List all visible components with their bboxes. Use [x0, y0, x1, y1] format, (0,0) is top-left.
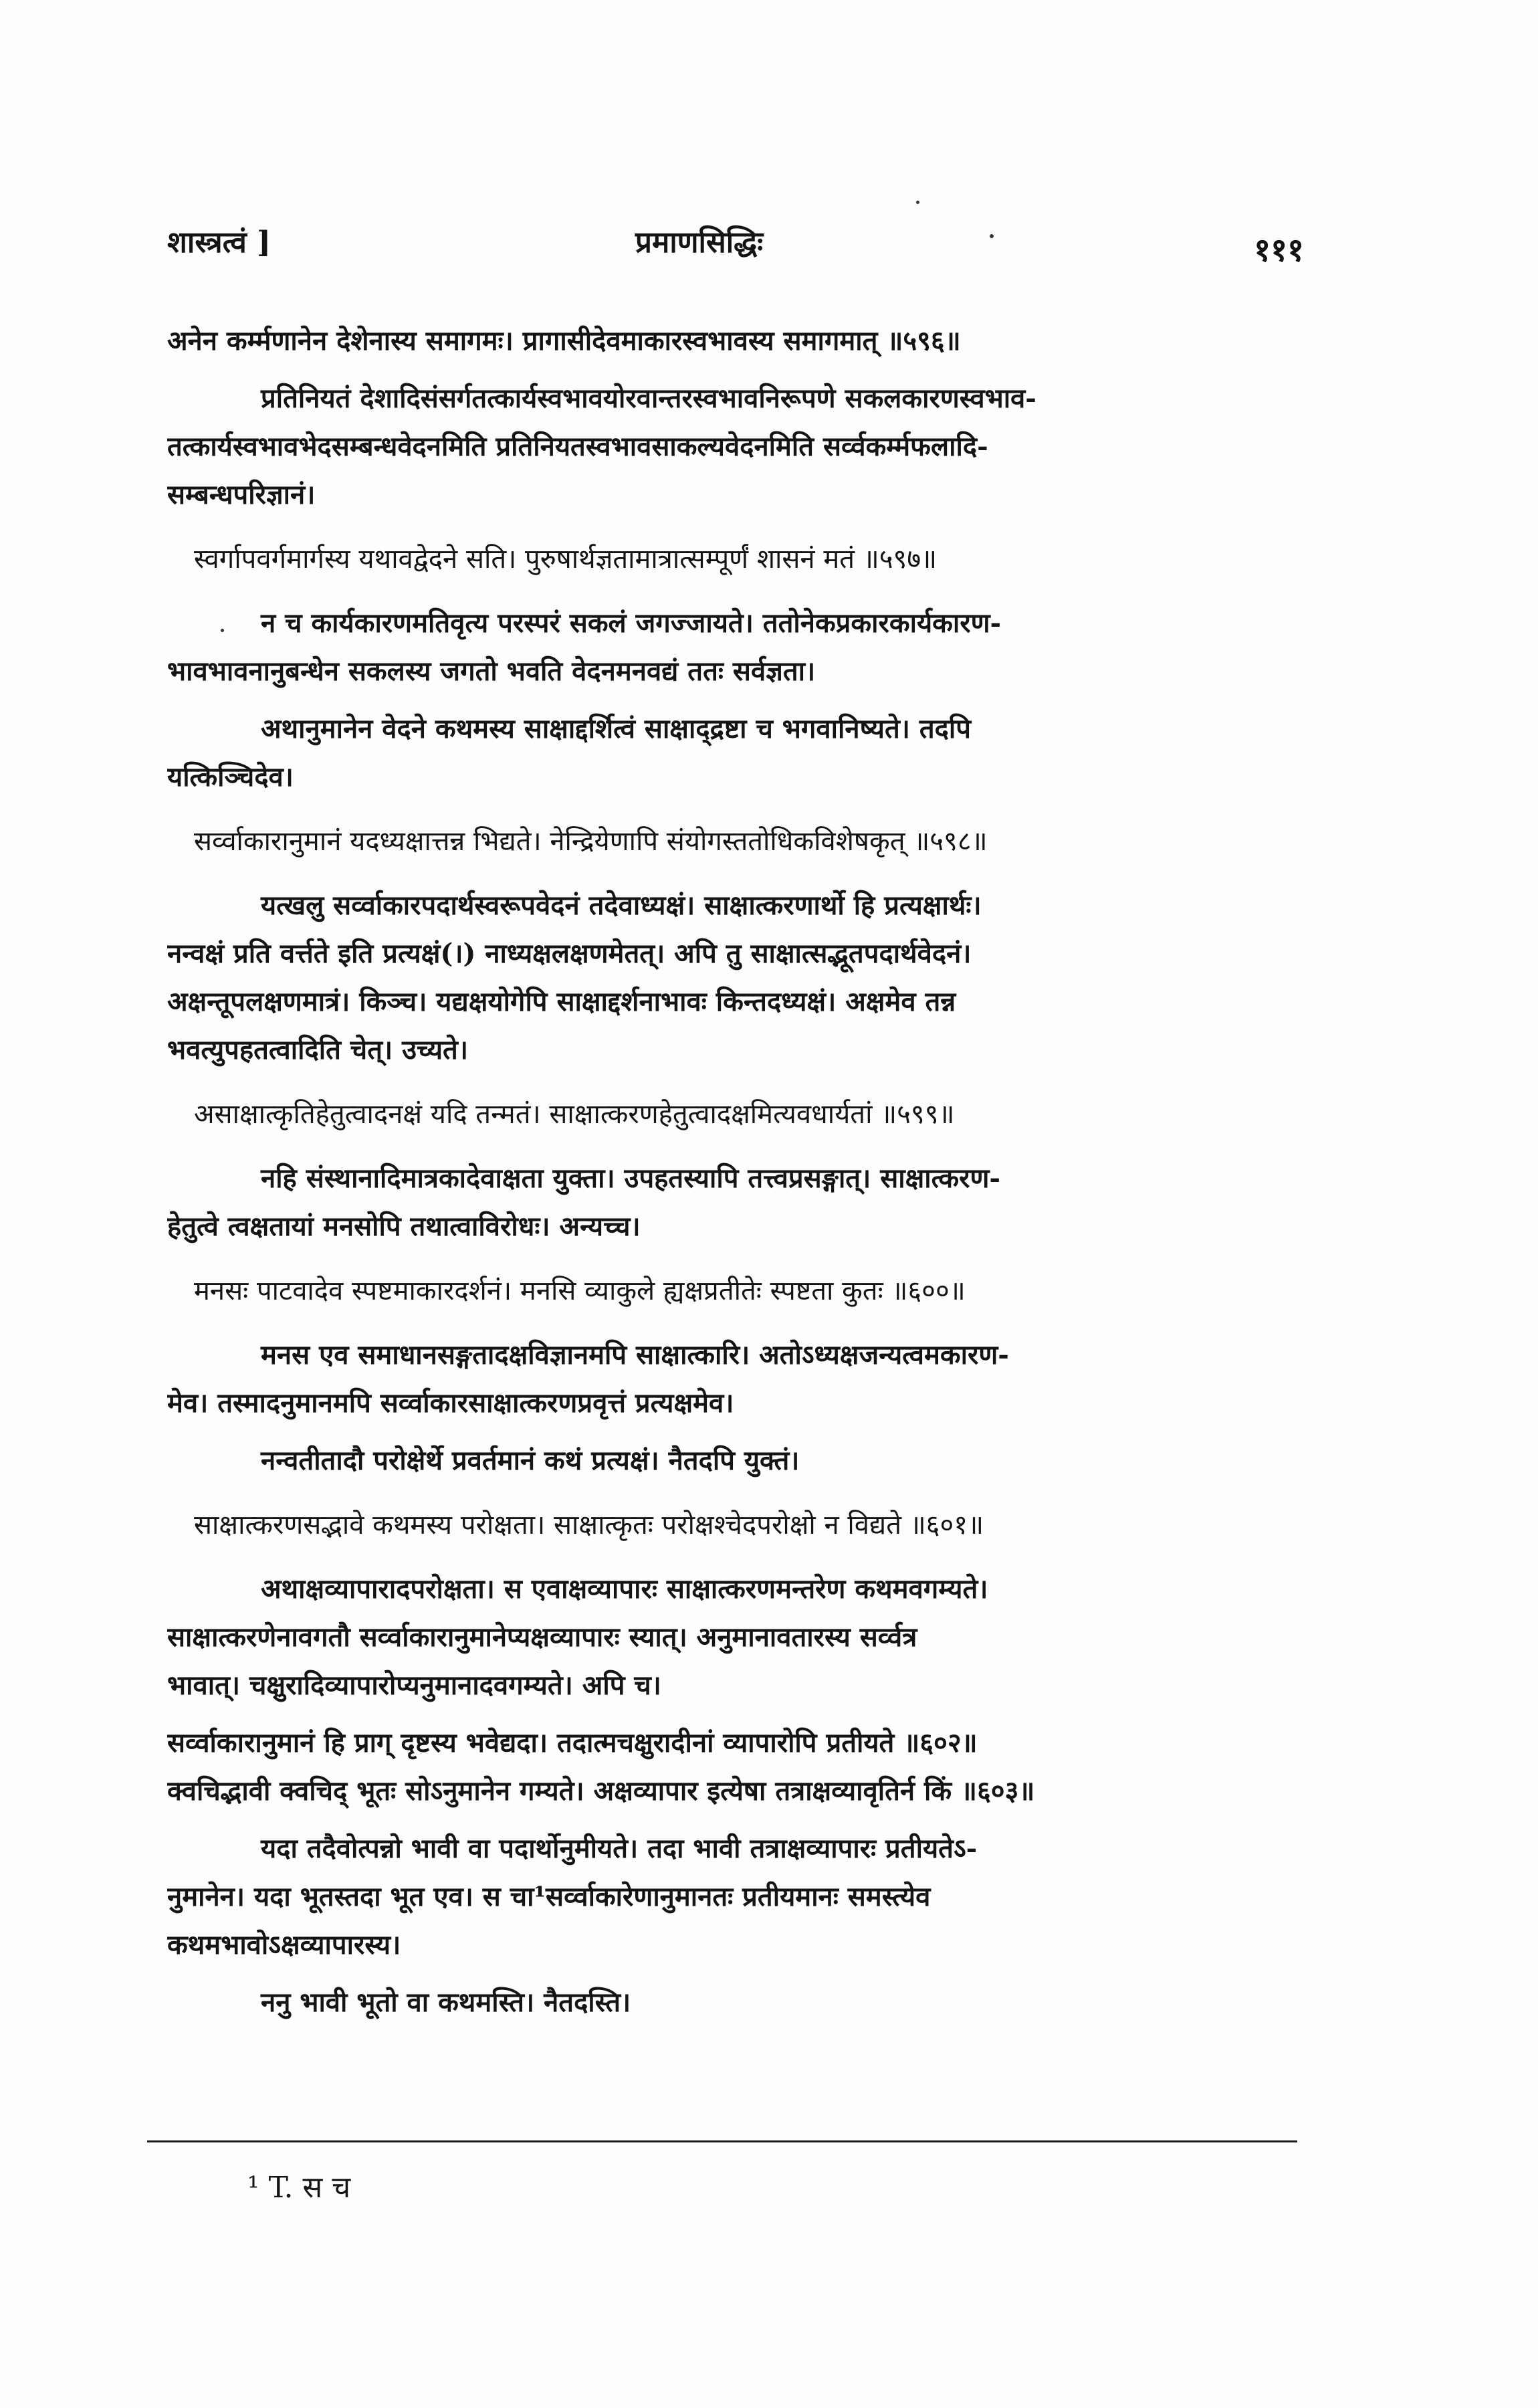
- text-line: न च कार्यकारणमतिवृत्य परस्परं सकलं जगज्जायते। ततोनेकप्रकारकार्यकारण-: [261, 607, 1002, 639]
- verse-block: [167, 817, 1304, 866]
- text-line: अनेन कर्म्मणानेन देशेनास्य समागमः। प्रागासीदेवमाकारस्वभावस्य समागमात् ॥५९६॥: [167, 325, 961, 357]
- text-line: प्रतिनियतं देशादिसंसर्गतत्कार्यस्वभावयोरवान्तरस्वभावनिरूपणे सकलकारणस्वभाव-: [261, 383, 1036, 414]
- page-number: १११: [1254, 231, 1304, 269]
- paragraph: [167, 1155, 1304, 1251]
- text-line: अथाक्षव्यापारादपरोक्षता। स एवाक्षव्यापारः साक्षात्करणमन्तरेण कथमवगम्यते।: [261, 1573, 988, 1605]
- header-book-title: प्रमाणसिद्धिः: [635, 225, 764, 260]
- verse-block: [167, 1501, 1304, 1549]
- text-line: नन्वतीतादौ परोक्षेर्थे प्रवर्तमानं कथं प्रत्यक्षं। नैतदपि युक्तं।: [261, 1445, 800, 1476]
- footnote-rule: [147, 2140, 1297, 2142]
- verse-line: साक्षात्करणसद्भावे कथमस्य परोक्षता। साक्षात्कृतः परोक्षश्चेदपरोक्षो न विद्यते ॥६०१॥: [194, 1510, 984, 1540]
- scan-speck: [990, 234, 994, 238]
- paragraph: [167, 599, 1304, 696]
- header-section-title: शास्त्रत्वं ]: [167, 225, 271, 260]
- paragraph: [167, 1979, 1304, 2027]
- verse-line: स्वर्गापवर्गमार्गस्य यथावद्वेदने सति। पुरुषार्थज्ञतामात्रात्सम्पूर्णं शासनं मतं ॥५९७॥: [194, 544, 938, 575]
- paragraph: [167, 1331, 1304, 1427]
- verse-block: [167, 1267, 1304, 1315]
- text-line: अथानुमानेन वेदने कथमस्य साक्षाद्दर्शित्वं साक्षाद्द्रष्टा च भगवानिष्यते। तदपि: [261, 713, 971, 744]
- text-line: ननु भावी भूतो वा कथमस्ति। नैतदस्ति।: [261, 1987, 631, 2018]
- text-line: भावभावनानुबन्धेन सकलस्य जगतो भवति वेदनमनवद्यं ततः सर्वज्ञता।: [167, 656, 816, 687]
- text-line: यत्किञ्चिदेव।: [167, 761, 294, 793]
- paragraph: [167, 1565, 1304, 1710]
- paragraph: [167, 1825, 1304, 1969]
- footnote: ¹ T. स च: [247, 2171, 351, 2205]
- text-line: मनस एव समाधानसङ्गतादक्षविज्ञानमपि साक्षात्कारि। अतोऽध्यक्षजन्यत्वमकारण-: [261, 1339, 1009, 1371]
- text-line: यदा तदैवोत्पन्नो भावी वा पदार्थोनुमीयते। तदा भावी तत्राक्षव्यापारः प्रतीयतेऽ-: [261, 1833, 978, 1864]
- paragraph: [167, 317, 1304, 365]
- text-line: नन्वक्षं प्रति वर्त्तते इति प्रत्यक्षं(।) नाध्यक्षलक्षणमेतत्। अपि तु साक्षात्सद्भूतपदार्थवेदनं।: [167, 938, 972, 969]
- text-line: सर्व्वाकारानुमानं हि प्राग् दृष्टस्य भवेद्यदा। तदात्मचक्षुरादीनां व्यापारोपि प्रतीयते ॥६०२॥: [167, 1727, 978, 1759]
- text-line: नहि संस्थानादिमात्रकादेवाक्षता युक्ता। उपहतस्यापि तत्त्वप्रसङ्गात्। साक्षात्करण-: [261, 1163, 1001, 1194]
- paragraph: [167, 882, 1304, 1074]
- running-header: [167, 221, 1304, 281]
- paragraph: [167, 375, 1304, 519]
- scan-speck: [221, 629, 224, 632]
- verse-line: मनसः पाटवादेव स्पष्टमाकारदर्शनं। मनसि व्याकुले ह्यक्षप्रतीतेः स्पष्टता कुतः ॥६००॥: [194, 1276, 966, 1306]
- text-line: तत्कार्यस्वभावभेदसम्बन्धवेदनमिति प्रतिनियतस्वभावसाकल्यवेदनमिति सर्व्वकर्म्मफलादि-: [167, 431, 988, 462]
- text-line: यत्खलु सर्व्वाकारपदार्थस्वरूपवेदनं तदेवाध्यक्षं। साक्षात्करणार्थो हि प्रत्यक्षार्थः।: [261, 890, 982, 921]
- verse-line: सर्व्वाकारानुमानं यदध्यक्षात्तन्न भिद्यते। नेन्द्रियेणापि संयोगस्ततोधिकविशेषकृत् ॥५९८॥: [194, 826, 988, 857]
- text-line: साक्षात्करणेनावगतौ सर्व्वाकारानुमानेप्यक्षव्यापारः स्यात्। अनुमानावतारस्य सर्व्वत्र: [167, 1621, 917, 1653]
- paragraph: [167, 705, 1304, 801]
- text-line: अक्षन्तूपलक्षणमात्रं। किञ्च। यद्यक्षयोगेपि साक्षाद्दर्शनाभावः किन्तदध्यक्षं। अक्षमेव तन्न: [167, 986, 956, 1017]
- verse-line: असाक्षात्कृतिहेतुत्वादनक्षं यदि तन्मतं। साक्षात्करणहेतुत्वादक्षमित्यवधार्यतां ॥५९९॥: [194, 1099, 955, 1130]
- paragraph: [167, 1437, 1304, 1485]
- text-line: सम्बन्धपरिज्ञानं।: [167, 479, 316, 510]
- text-line: मेव। तस्मादनुमानमपि सर्व्वाकारसाक्षात्करणप्रवृत्तं प्रत्यक्षमेव।: [167, 1387, 734, 1419]
- body-text: [167, 308, 1304, 2027]
- text-line: हेतुत्वे त्वक्षतायां मनसोपि तथात्वाविरोधः। अन्यच्च।: [167, 1211, 641, 1242]
- text-line: भावात्। चक्षुरादिव्यापारोप्यनुमानादवगम्यते। अपि च।: [167, 1670, 661, 1701]
- verse-block: [167, 1090, 1304, 1138]
- text-line: भवत्युपहतत्वादिति चेत्। उच्यते।: [167, 1034, 469, 1066]
- paragraph: [167, 1719, 1304, 1815]
- scan-speck: [916, 201, 919, 204]
- text-line: नुमानेन। यदा भूतस्तदा भूत एव। स चा¹सर्व्वाकारेणानुमानतः प्रतीयमानः समस्त्येव: [167, 1881, 931, 1912]
- text-line: कथमभावोऽक्षव्यापारस्य।: [167, 1929, 401, 1961]
- verse-block: [167, 535, 1304, 583]
- text-line: क्वचिद्भावी क्वचिद् भूतः सोऽनुमानेन गम्यते। अक्षव्यापार इत्येषा तत्राक्षव्यावृतिर्न किं ॥६०३॥: [167, 1775, 1035, 1807]
